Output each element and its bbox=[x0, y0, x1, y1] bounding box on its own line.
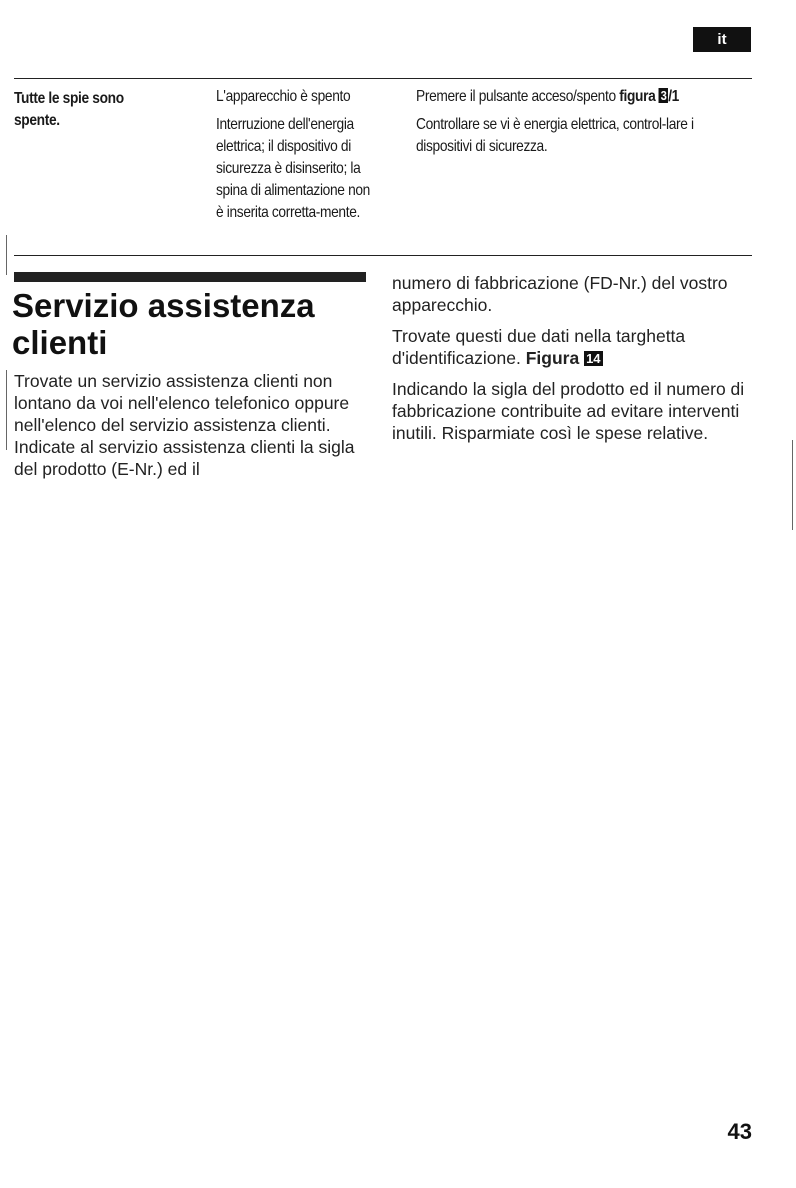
scan-margin-mark bbox=[6, 370, 7, 450]
left-paragraph: Trovate un servizio assistenza clienti non lontano da voi nell'elenco telefonico oppure nell'elenco del servizio assistenza clienti. Indicate al servizio assistenza clienti la sigla del prodotto (E-Nr.) ed il bbox=[14, 371, 355, 479]
right-column-text bbox=[392, 272, 752, 453]
left-column-text bbox=[14, 370, 376, 489]
remedy-1-text: Premere il pulsante acceso/spento bbox=[416, 88, 620, 105]
figure-label: Figura bbox=[525, 348, 580, 368]
table-symptom bbox=[14, 88, 169, 132]
cause-2: Interruzione dell'energia elettrica; il dispositivo di sicurezza è disinserito; la spina di alimentazione non è inserita corretta-mente. bbox=[216, 116, 370, 221]
table-bottom-rule bbox=[14, 255, 752, 256]
section-bar bbox=[14, 272, 366, 282]
figure-14-ref: 14 bbox=[586, 351, 601, 366]
right-paragraph-3: Indicando la sigla del prodotto ed il numero di fabbricazione contribuite ad evitare interventi inutili. Risparmiate così le spese relative. bbox=[392, 379, 745, 443]
remedy-1 bbox=[416, 86, 717, 108]
remedy-1-figure-label: figura bbox=[619, 88, 656, 105]
remedy-2: Controllare se vi è energia elettrica, control-lare i dispositivi di sicurezza. bbox=[416, 116, 694, 155]
page-number: 43 bbox=[727, 1119, 752, 1144]
symptom-text: Tutte le spie sono spente. bbox=[14, 90, 124, 129]
table-remedy-column bbox=[416, 86, 717, 158]
language-badge: it bbox=[693, 27, 751, 52]
right-paragraph-2 bbox=[392, 325, 752, 369]
section-title: Servizio assistenza clienti bbox=[12, 287, 315, 361]
right-paragraph-1: numero di fabbricazione (FD-Nr.) del vostro apparecchio. bbox=[392, 273, 728, 315]
scan-margin-mark bbox=[6, 235, 7, 275]
table-cause-column bbox=[216, 86, 379, 224]
figure-3-ref: 3 bbox=[660, 88, 667, 103]
right-paragraph-2-text: Trovate questi due dati nella targhetta d'identificazione. bbox=[392, 326, 686, 368]
scan-margin-mark bbox=[792, 440, 793, 530]
table-top-rule bbox=[14, 78, 752, 79]
remedy-1-figure-suffix: /1 bbox=[668, 88, 679, 105]
cause-1: L'apparecchio è spento bbox=[216, 88, 351, 105]
